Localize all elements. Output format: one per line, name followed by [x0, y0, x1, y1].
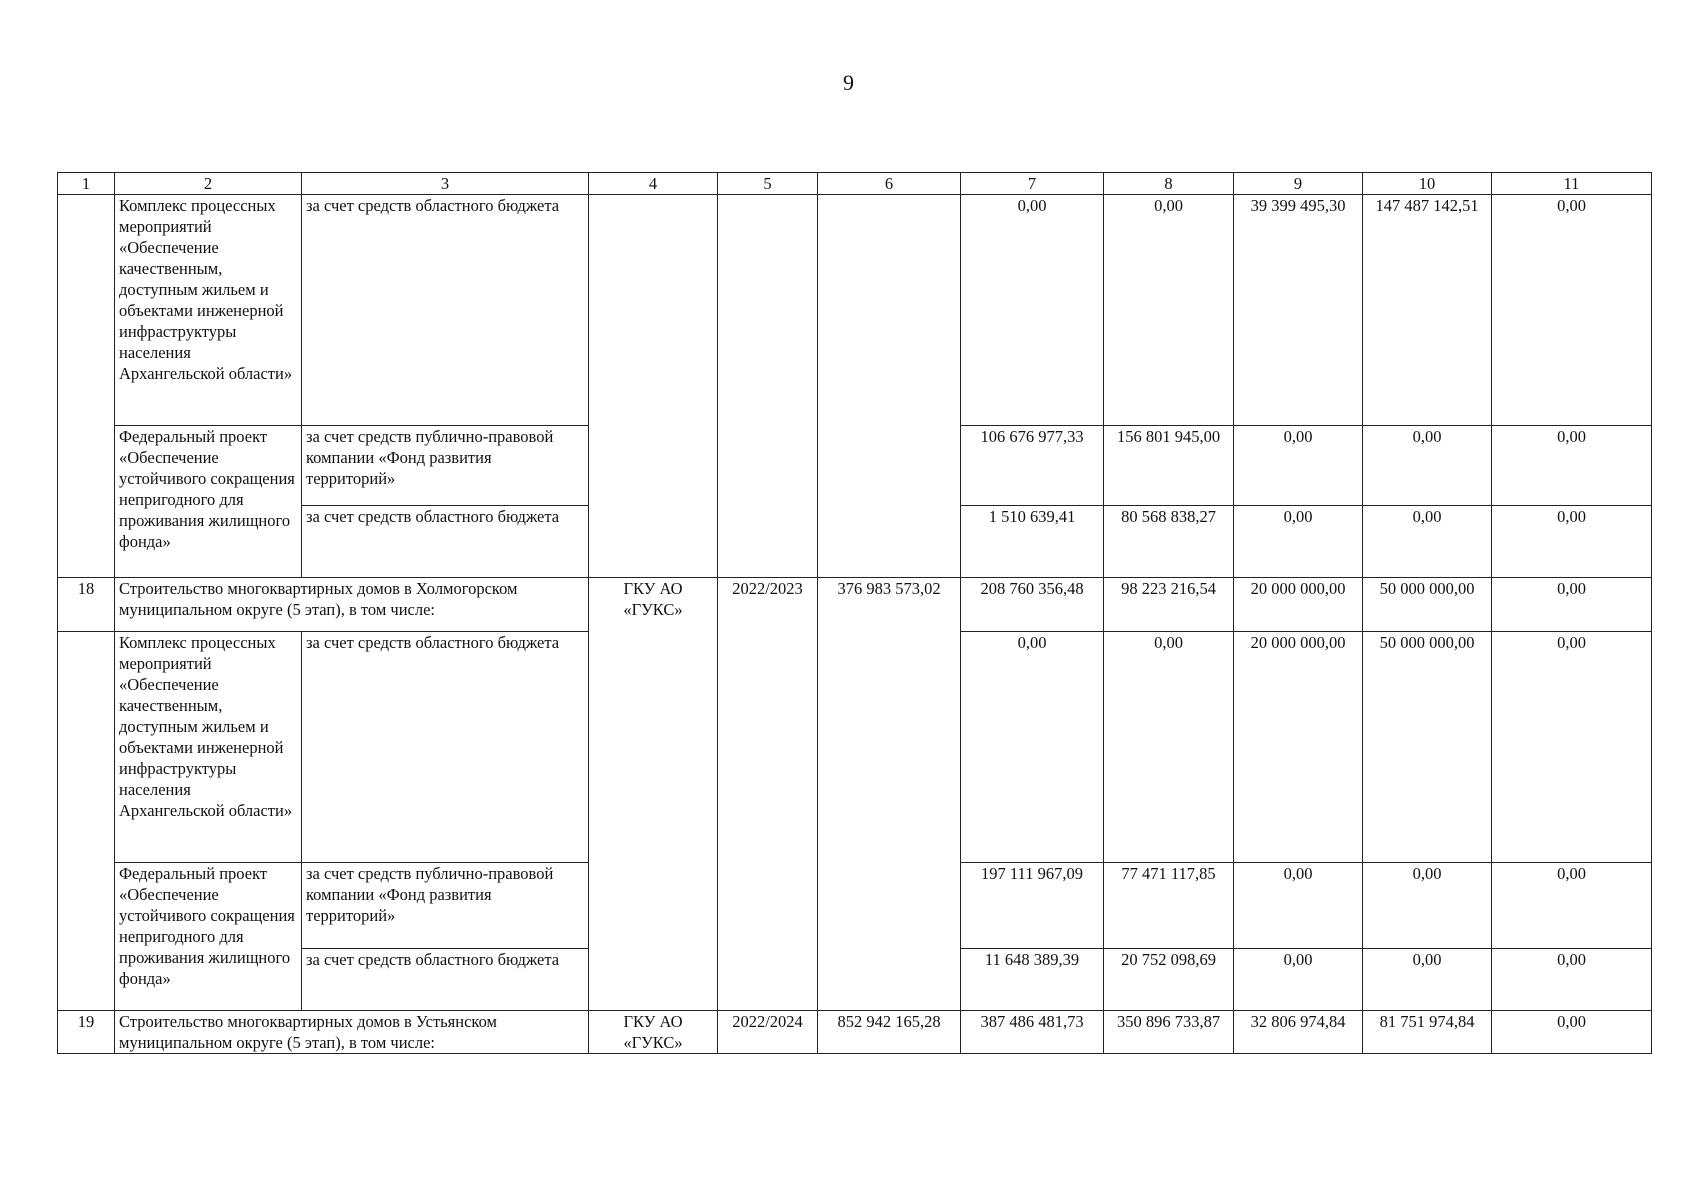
amount-col7: 11 648 389,39 [961, 949, 1104, 1011]
funding-source-cell: за счет средств публично-правовой компании «Фонд развития территорий» [302, 426, 589, 506]
program-cell: Комплекс процессных мероприятий «Обеспечение качественным, доступным жильем и объектами инженерной инфраструктуры населения Архангельской области» [115, 632, 302, 863]
table-row [58, 1011, 1652, 1054]
amount-col8: 20 752 098,69 [1104, 949, 1234, 1011]
amount-col9: 0,00 [1234, 506, 1363, 578]
amount-col11: 0,00 [1492, 426, 1652, 506]
amount-col7: 106 676 977,33 [961, 426, 1104, 506]
amount-col10: 50 000 000,00 [1363, 632, 1492, 863]
amount-col8: 77 471 117,85 [1104, 863, 1234, 949]
years-cell: 2022/2023 [718, 578, 818, 1011]
program-cell: Комплекс процессных мероприятий «Обеспечение качественным, доступным жильем и объектами инженерной инфраструктуры населения Архангельской области» [115, 195, 302, 426]
funding-source-cell: за счет средств областного бюджета [302, 506, 589, 578]
funding-source-cell: за счет средств публично-правовой компании «Фонд развития территорий» [302, 863, 589, 949]
amount-col7: 387 486 481,73 [961, 1011, 1104, 1054]
amount-col9: 0,00 [1234, 863, 1363, 949]
funding-source-cell: за счет средств областного бюджета [302, 949, 589, 1011]
amount-col8: 98 223 216,54 [1104, 578, 1234, 632]
row-number-cell [58, 195, 115, 578]
budget-table [57, 172, 1652, 1054]
amount-col10: 0,00 [1363, 506, 1492, 578]
table-row [58, 578, 1652, 632]
amount-col10: 0,00 [1363, 863, 1492, 949]
amount-col9: 20 000 000,00 [1234, 578, 1363, 632]
customer-cell: ГКУ АО «ГУКС» [589, 578, 718, 1011]
table-row [58, 195, 1652, 426]
column-number: 2 [115, 173, 302, 195]
years-cell [718, 195, 818, 578]
column-number: 4 [589, 173, 718, 195]
funding-source-cell: за счет средств областного бюджета [302, 632, 589, 863]
amount-col11: 0,00 [1492, 506, 1652, 578]
amount-col9: 39 399 495,30 [1234, 195, 1363, 426]
amount-col8: 80 568 838,27 [1104, 506, 1234, 578]
column-number-row [58, 173, 1652, 195]
column-number: 1 [58, 173, 115, 195]
amount-col9: 32 806 974,84 [1234, 1011, 1363, 1054]
program-cell: Федеральный проект «Обеспечение устойчивого сокращения непригодного для проживания жилищного фонда» [115, 863, 302, 1011]
amount-col11: 0,00 [1492, 578, 1652, 632]
amount-col8: 0,00 [1104, 632, 1234, 863]
row-number-cell: 18 [58, 578, 115, 632]
amount-col9: 20 000 000,00 [1234, 632, 1363, 863]
item-title-cell: Строительство многоквартирных домов в Холмогорском муниципальном округе (5 этап), в том числе: [115, 578, 589, 632]
amount-col10: 50 000 000,00 [1363, 578, 1492, 632]
amount-col11: 0,00 [1492, 632, 1652, 863]
column-number: 9 [1234, 173, 1363, 195]
customer-cell: ГКУ АО «ГУКС» [589, 1011, 718, 1054]
column-number: 6 [818, 173, 961, 195]
amount-col9: 0,00 [1234, 426, 1363, 506]
total-cell [818, 195, 961, 578]
amount-col10: 0,00 [1363, 426, 1492, 506]
amount-col10: 147 487 142,51 [1363, 195, 1492, 426]
item-title-cell: Строительство многоквартирных домов в Устьянском муниципальном округе (5 этап), в том числе: [115, 1011, 589, 1054]
column-number: 3 [302, 173, 589, 195]
column-number: 10 [1363, 173, 1492, 195]
column-number: 8 [1104, 173, 1234, 195]
amount-col7: 208 760 356,48 [961, 578, 1104, 632]
amount-col8: 350 896 733,87 [1104, 1011, 1234, 1054]
amount-col7: 0,00 [961, 632, 1104, 863]
amount-col11: 0,00 [1492, 1011, 1652, 1054]
customer-cell [589, 195, 718, 578]
amount-col10: 81 751 974,84 [1363, 1011, 1492, 1054]
amount-col10: 0,00 [1363, 949, 1492, 1011]
amount-col9: 0,00 [1234, 949, 1363, 1011]
column-number: 5 [718, 173, 818, 195]
years-cell: 2022/2024 [718, 1011, 818, 1054]
page-number: 9 [843, 70, 854, 95]
funding-source-cell: за счет средств областного бюджета [302, 195, 589, 426]
amount-col7: 0,00 [961, 195, 1104, 426]
amount-col7: 197 111 967,09 [961, 863, 1104, 949]
amount-col7: 1 510 639,41 [961, 506, 1104, 578]
amount-col8: 156 801 945,00 [1104, 426, 1234, 506]
column-number: 11 [1492, 173, 1652, 195]
total-cell: 376 983 573,02 [818, 578, 961, 1011]
row-number-cell [58, 632, 115, 1011]
column-number: 7 [961, 173, 1104, 195]
amount-col8: 0,00 [1104, 195, 1234, 426]
row-number-cell: 19 [58, 1011, 115, 1054]
amount-col11: 0,00 [1492, 949, 1652, 1011]
program-cell: Федеральный проект «Обеспечение устойчивого сокращения непригодного для проживания жилищного фонда» [115, 426, 302, 578]
total-cell: 852 942 165,28 [818, 1011, 961, 1054]
amount-col11: 0,00 [1492, 195, 1652, 426]
amount-col11: 0,00 [1492, 863, 1652, 949]
